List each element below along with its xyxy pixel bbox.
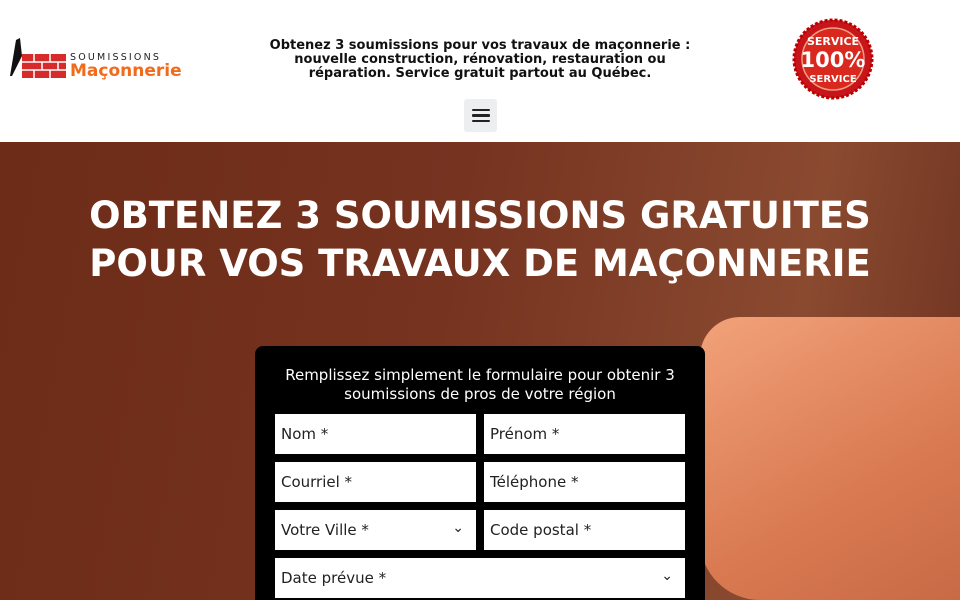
hamburger-menu-button[interactable] — [464, 99, 497, 132]
badge-top-text: SERVICE — [806, 35, 860, 48]
telephone-input[interactable]: Téléphone * — [484, 462, 685, 502]
chevron-down-icon: ⌄ — [452, 520, 464, 536]
courriel-input[interactable]: Courriel * — [275, 462, 476, 502]
chevron-down-icon: ⌄ — [661, 568, 673, 584]
nom-input[interactable]: Nom * — [275, 414, 476, 454]
ville-select[interactable] — [275, 510, 476, 550]
hero-title: OBTENEZ 3 SOUMISSIONS GRATUITES POUR VOS TRAVAUX DE MAÇONNERIE — [89, 194, 871, 285]
service-100-badge — [792, 18, 874, 100]
logo-bottom-text: Maçonnerie — [70, 61, 182, 81]
code-postal-input[interactable]: Code postal * — [484, 510, 685, 550]
form-intro: Remplissez simplement le formulaire pour obtenir 3 soumissions de pros de votre région — [285, 366, 675, 403]
ville-label: Votre Ville * — [281, 521, 369, 539]
brick-trowel-icon — [8, 36, 68, 82]
date-select[interactable] — [275, 558, 685, 598]
header-tagline: Obtenez 3 soumissions pour vos travaux de maçonnerie : nouvelle construction, rénovation, restauration ou réparation. Service gratuit partout au Québec. — [269, 38, 691, 81]
badge-mid-text: 100% — [800, 48, 866, 72]
logo-top-text: SOUMISSIONS — [70, 52, 162, 63]
quote-form — [255, 346, 705, 600]
site-header — [0, 0, 960, 142]
hero-section — [0, 142, 960, 600]
date-label: Date prévue * — [281, 569, 387, 587]
logo[interactable] — [8, 36, 182, 82]
badge-bottom-text: SERVICE — [809, 74, 857, 85]
brick-image — [700, 317, 960, 600]
prenom-input[interactable]: Prénom * — [484, 414, 685, 454]
